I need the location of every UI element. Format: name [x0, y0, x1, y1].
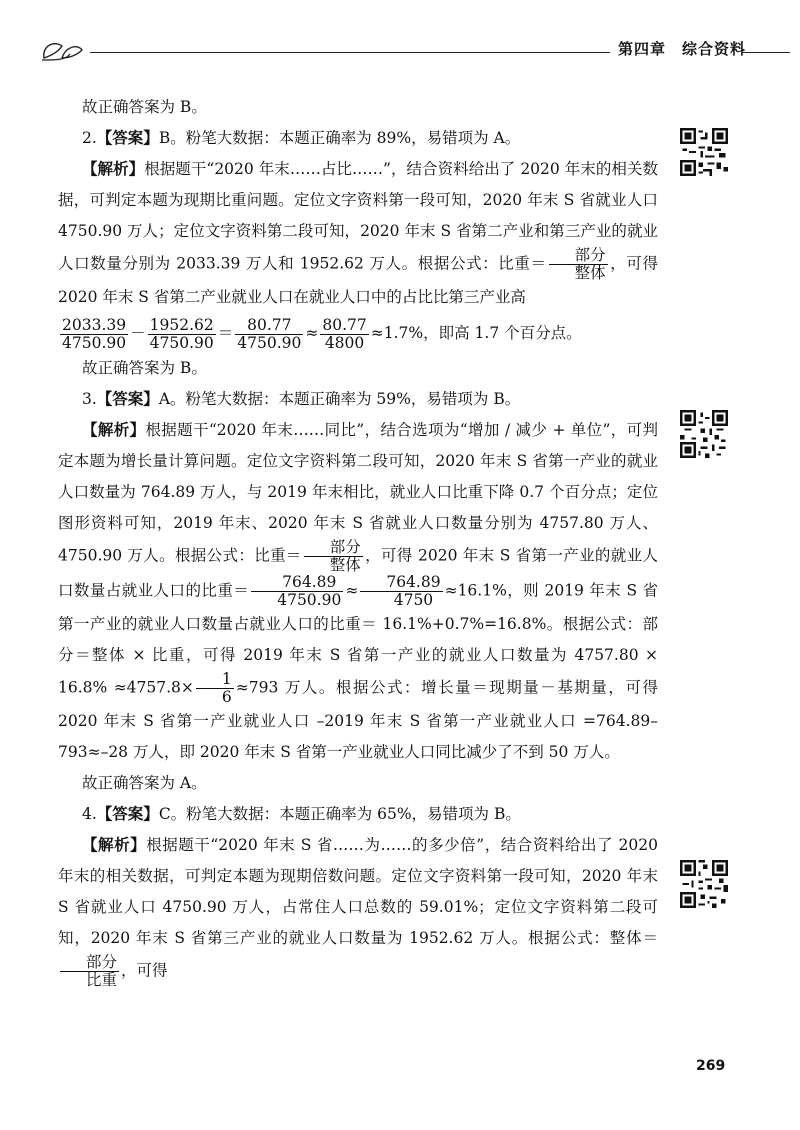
q2-ratio-fraction [549, 247, 608, 282]
fraction-denominator: 4750.90 [237, 333, 302, 352]
q3-f3 [196, 671, 234, 706]
fraction-numerator: 764.89 [360, 574, 442, 592]
q3-analysis-text-3: ≈16.1%，则 2019 年末 S 省第一产业的就业人口数量占就业人口的比重＝ 16.1%+0.7%=16.8%。根据公式：部分＝整体 × 比重，可得 2019 年末 S 省第一产业的就业人口数量为 4757.80 × 16.8% ≈4757.8× [58, 581, 658, 697]
q3-analysis [58, 415, 658, 768]
q4-answer [58, 799, 658, 830]
q2-answer-tag: 【答案】 [96, 129, 159, 147]
approx-sign: ≈ [305, 324, 319, 342]
q4-analysis-tag: 【解析】 [82, 836, 147, 854]
q1-conclusion: 故正确答案为 B。 [82, 98, 207, 116]
fraction-numerator: 部分 [304, 539, 363, 557]
fraction-denominator: 6 [221, 688, 232, 706]
q3-number: 3. [82, 390, 97, 408]
q4-ratio-fraction [60, 954, 119, 989]
chapter-title: 第四章 综合资料 [618, 40, 747, 58]
fraction-numerator: 80.77 [322, 315, 367, 334]
qr-code-graphic [680, 128, 728, 176]
page-header [30, 30, 780, 70]
q2-number: 2. [82, 129, 97, 147]
q2-conclusion: 故正确答案为 B。 [82, 359, 207, 377]
q3-conclusion: 故正确答案为 A。 [82, 774, 207, 792]
fraction-numerator: 部分 [549, 247, 608, 265]
fraction-denominator: 4800 [324, 333, 365, 352]
q2-result: ≈1.7%，即高 1.7 个百分点。 [370, 324, 582, 342]
q3-analysis-text-4: ≈793 万人。根据公式：增长量＝现期量－基期量，可得 2020 年末 S 省第一产业就业人口 –2019 年末 S 省第一产业就业人口 =764.89–793≈–28 万人，即 2020 年末 S 省第一产业就业人口同比减少了不到 50 万人。 [58, 678, 658, 761]
q4-analysis [58, 830, 658, 989]
q2-analysis [58, 154, 658, 313]
q2-formula [58, 313, 658, 353]
approx-sign: ≈ [345, 581, 359, 600]
fraction-denominator: 比重 [86, 971, 118, 989]
q3-answer [58, 384, 658, 415]
q4-answer-tag: 【答案】 [96, 805, 159, 823]
fraction-numerator: 80.77 [235, 317, 303, 335]
q4-number: 4. [82, 805, 97, 823]
q2-f4 [320, 317, 368, 352]
q2-f3 [235, 317, 303, 352]
q3-f1 [251, 574, 343, 609]
q2-answer [58, 123, 658, 154]
q4-analysis-text-1: 根据题干“2020 年末 S 省……为……的多少倍”，结合资料给出了 2020 年末的相关数据，可判定本题为现期倍数问题。定位文字资料第一段可知，2020 年末 S 省就业人口 4750.90 万人，占常住人口总数的 59.01%；定位文字资料第二段可知，2020 年末 S 省第三产业的就业人口数量为 1952.62 万人。根据公式：整体＝ [58, 836, 658, 947]
q3-analysis-tag: 【解析】 [82, 421, 146, 439]
q3-analysis-text-1: 根据题干“2020 年末……同比”，结合选项为“增加 / 减少 + 单位”，可判定本题为增长量计算问题。定位文字资料第二段可知，2020 年末 S 省第一产业的就业人口数量为 764.89 万人，与 2019 年末相比，就业人口比重下降 0.7 个百分点；定位图形资料可知，2019 年末、2020 年末 S 省就业人口数量分别为 4757.80 万人、4750.90 万人。根据公式：比重＝ [58, 421, 658, 565]
header-rule-end [742, 52, 790, 53]
q2-f2 [148, 317, 216, 352]
fraction-denominator: 整体 [329, 556, 361, 574]
fraction-numerator: 764.89 [251, 574, 343, 592]
q2-f1 [60, 317, 128, 352]
q2-analysis-text-2: ，可得 2020 年末 S 省第二产业就业人口在就业人口中的占比比第三产业高 [58, 254, 658, 306]
qr-code-graphic [680, 410, 728, 458]
q3-answer-text: A。粉笔大数据：本题正确率为 59%，易错项为 B。 [158, 390, 521, 408]
q4-answer-text: C。粉笔大数据：本题正确率为 65%，易错项为 B。 [158, 805, 521, 823]
fraction-numerator: 1952.62 [149, 315, 214, 334]
fraction-denominator: 4750 [393, 591, 434, 609]
fraction-numerator: 部分 [60, 954, 119, 972]
minus-sign: － [130, 324, 146, 342]
header-rule [90, 52, 610, 53]
equals-sign: ＝ [217, 324, 234, 342]
fraction-denominator: 4750.90 [149, 333, 214, 352]
q3-answer-tag: 【答案】 [96, 390, 159, 408]
q3-f2 [360, 574, 442, 609]
q2-analysis-text-1: 根据题干“2020 年末……占比……”，结合资料给出了 2020 年末的相关数据，可判定本题为现期比重问题。定位文字资料第一段可知，2020 年末 S 省就业人口 4750.90 万人；定位文字资料第二段可知，2020 年末 S 省第二产业和第三产业的就业人口数量分别为 2033.39 万人和 1952.62 万人。根据公式：比重＝ [58, 160, 658, 273]
qr-code-graphic [680, 860, 728, 908]
qr-code-icon[interactable] [680, 128, 728, 176]
fraction-denominator: 4750.90 [62, 333, 127, 352]
q3-ratio-fraction [304, 539, 363, 574]
fraction-numerator: 1 [196, 671, 234, 689]
page-content [58, 92, 658, 989]
qr-code-icon[interactable] [680, 860, 728, 908]
qr-code-icon[interactable] [680, 410, 728, 458]
fraction-denominator: 4750.90 [277, 591, 342, 609]
q3-analysis-text-2: ，可得 2020 年末 S 省第一产业的就业人口数量占就业人口的比重＝ [58, 546, 658, 600]
q2-answer-text: B。粉笔大数据：本题正确率为 89%，易错项为 A。 [158, 129, 521, 147]
fraction-numerator: 2033.39 [62, 315, 127, 334]
leaf-icon [36, 36, 96, 66]
page-number: 269 [696, 1058, 726, 1074]
q2-analysis-tag: 【解析】 [82, 160, 145, 178]
q4-analysis-text-2: ，可得 [121, 961, 168, 980]
fraction-denominator: 整体 [574, 264, 606, 282]
